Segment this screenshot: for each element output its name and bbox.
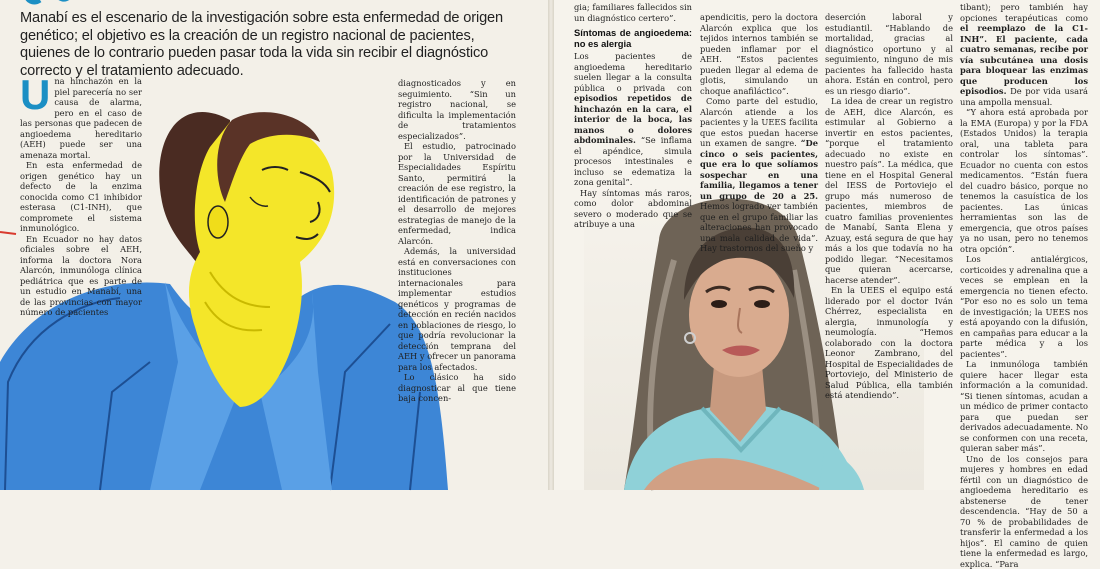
bold-text-run: episodios repetidos de hinchazón en la cara, el interior de la boca, las manos o dolores abdominales. xyxy=(574,93,692,145)
paragraph: La idea de crear un registro de AEH, dice Alarcón, es estimular al Gobierno a invertir en estos pacientes, “porque el tratamiento adecuado no existe en nuestro país”. La médica, que tiene en el Hospital General del IESS de Portoviejo el grupo más numeroso de pacientes, miembros de cuatro familias provenientes de Manabí, Santa Elena y Azuay, está segura de que hay más a los que todavía no ha podido llegar. “Necesitamos que quieran acercarse, hacerse atender”. xyxy=(825,96,953,285)
paragraph: Uno de los consejos para mujeres y hombres en edad fértil con un diagnóstico de angioedema hereditario es abstenerse de tener descendencia. “Hay de 50 a 70 % de probabilidades de transferir la enfermedad a los hijos”. El camino de quien tiene la enfermedad es largo, explica. “Para xyxy=(960,454,1088,569)
right-column-2 xyxy=(700,12,818,254)
paragraph: Los antialérgicos, corticoides y adrenalina que a veces se emplean en la emergencia no tienen efecto. “Por eso no es solo un tema de investigación; la UEES nos está apoyando con la difusión, en campañas para educar a la parte médica y a los pacientes”. xyxy=(960,254,1088,359)
paragraph: Hay síntomas más raros, como dolor abdominal severo o moderado que se atribuye a una xyxy=(574,188,692,230)
paragraph: Lo clásico ha sido diagnosticar al que tiene baja concen- xyxy=(398,372,516,404)
paragraph: En la UEES el equipo está liderado por el doctor Iván Chérrez, especialista en alergia, inmunología y neumología. “Hemos colaborado con la doctora Leonor Zambrano, del Hospital de Especialidades de Portoviejo, del Ministerio de Salud Pública, ella también está atendiendo”. xyxy=(825,285,953,401)
text-run: “Se inflama el apéndice, simula procesos intestinales e incluso se edematiza la zona genital”. xyxy=(574,135,692,187)
paragraph: “Y ahora está aprobada por la EMA (Europa) y por la FDA (Estados Unidos) la terapia oral, una tableta para controlar los síntomas”. Ecuador no cuenta con estos medicamentos. “Están fuera del cuadro básico, porque no tenemos la casuística de los pacientes. Las únicas herramientas son las de emergencia, que otros países ya no usan, pero no tenemos otra opción”. xyxy=(960,107,1088,254)
headline-fragment xyxy=(22,0,92,8)
article-deck: Manabí es el escenario de la investigación sobre esta enfermedad de origen genético; el objetivo es la creación de un registro nacional de pacientes, quienes de lo contrario pueden pasar toda la vida sin recibir el diagnóstico correcto y el tratamiento adecuado. xyxy=(20,10,525,80)
right-column-3 xyxy=(825,12,953,401)
right-column-1 xyxy=(574,2,692,230)
paragraph: En Ecuador no hay datos oficiales sobre el AEH, informa la doctora Nora Alarcón, inmunóloga clínica pediátrica que es parte de un estudio en Manabí, una de las provincias con mayor número de pacientes xyxy=(20,234,142,318)
right-page xyxy=(554,0,1100,490)
bold-text-run: el reemplazo de la C1-INH”. El paciente, cada cuatro semanas, recibe por vía subcutánea una dosis para bloquear las enzimas que producen los episodios. xyxy=(960,23,1088,96)
subheading: Síntomas de angioedema: no es alergia xyxy=(574,27,692,49)
paragraph: La inmunóloga también quiere hacer llegar esta información a la comunidad. “Si tienen síntomas, acudan a un médico de primer contacto para que puedan ser derivados adecuadamente. No se conformen con una receta, quieran saber más”. xyxy=(960,359,1088,454)
text-run: De por vida usará una ampolla mensual. xyxy=(960,86,1088,107)
paragraph: En esta enfermedad de origen genético hay un defecto de la enzima conocida como C1 inhibidor esterasa (C1-INH), que compromete el sistema inmunológico. xyxy=(20,160,142,234)
text-run: tibant); pero también hay opciones terapéuticas como xyxy=(960,2,1088,23)
paragraph: El estudio, patrocinado por la Universidad de Especialidades Espíritu Santo, permitirá la creación de ese registro, la identificación de patrones y el desarrollo de mejores estrategias de manejo de la enfermedad, indica Alarcón. xyxy=(398,141,516,246)
paragraph: diagnosticados y en seguimiento. “Sin un registro nacional, se dificulta la implementación de tratamientos especializados”. xyxy=(398,78,516,141)
paragraph: apendicitis, pero la doctora Alarcón explica que los tejidos internos también se pueden inflamar por el AEH. “Estos pacientes pueden llegar al edema de glotis, simulando un choque anafiláctico”. xyxy=(700,12,818,96)
bold-text-run: “De cinco o seis pacientes, que era lo que solíamos sospechar en una familia, llegamos a tener un grupo de 20 a 25. xyxy=(700,138,818,201)
left-column-2 xyxy=(398,78,516,404)
text-run: Como parte del estudio, Alarcón atiende a los pacientes y la UEES facilita que estos puedan hacerse un examen de sangre. xyxy=(700,96,818,148)
left-page xyxy=(0,0,548,490)
text-run: Los pacientes de angioedema hereditario suelen llegar a la consulta pública o privada con xyxy=(574,51,692,93)
text-run: Hemos logrado ver también que en el grupo familiar las alteraciones han provocado una mala calidad de vida”. Hay trastornos del sueño y xyxy=(700,201,818,253)
left-column-1 xyxy=(20,76,142,318)
drop-cap: U xyxy=(20,78,50,112)
paragraph: gia; familiares fallecidos sin un diagnóstico certero”. xyxy=(574,2,692,23)
paragraph: Además, la universidad está en conversaciones con instituciones internacionales para implementar estudios genéticos y programas de detección en recién nacidos en poblaciones de riesgo, lo que podría revolucionar la detección temprana del AEH y ofrecer un panorama para los afectados. xyxy=(398,246,516,372)
paragraph: na hinchazón en la piel parecería no ser causa de alarma, pero en el caso de las personas que padecen de angioedema hereditario (AEH) puede ser una amenaza mortal. xyxy=(20,76,142,160)
paragraph: deserción laboral y estudiantil. “Hablando de mortalidad, gracias al diagnóstico oportuno y al seguimiento, ninguno de mis pacientes ha fallecido hasta ahora. Están en control, pero es un riesgo diario”. xyxy=(825,12,953,96)
right-column-4 xyxy=(960,2,1088,569)
